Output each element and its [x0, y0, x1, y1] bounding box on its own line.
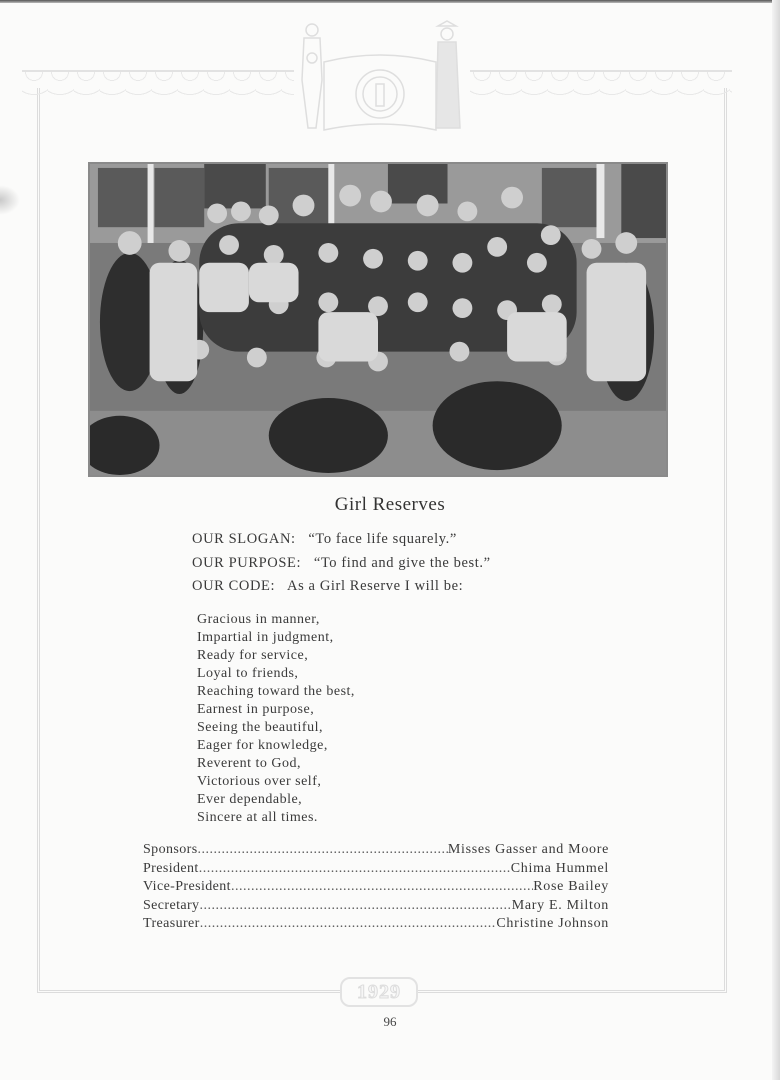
motto-text: As a Girl Reserve I will be:: [287, 578, 464, 594]
motto-label: OUR SLOGAN:: [192, 531, 296, 547]
graduate-figure-icon: [436, 21, 460, 128]
code-line: Victorious over self,: [197, 774, 322, 789]
motto-code: [192, 578, 491, 602]
header-crest-illustration: [290, 18, 470, 138]
code-list: [197, 611, 355, 827]
officer-role: Vice-President: [143, 879, 231, 894]
motto-text: “To find and give the best.”: [313, 554, 491, 571]
motto-label: OUR CODE:: [192, 578, 276, 594]
code-line: Eager for knowledge,: [197, 738, 328, 753]
athlete-figure-icon: [302, 24, 322, 128]
banner-seal-icon: [324, 55, 436, 130]
page-number: 96: [383, 1014, 397, 1029]
officer-name: Chima Hummel: [510, 860, 609, 876]
code-line: Ever dependable,: [197, 792, 303, 807]
officer-name: Christine Johnson: [496, 916, 609, 931]
officer-row-president: [143, 860, 609, 879]
code-line: Gracious in manner,: [197, 612, 320, 627]
officer-name: Mary E. Milton: [511, 897, 609, 913]
officer-name: Misses Gasser and Moore: [447, 842, 609, 857]
officer-name: Rose Bailey: [533, 879, 609, 894]
motto-purpose: [192, 555, 491, 579]
group-photo: [88, 162, 668, 477]
leader-dots: [199, 897, 511, 916]
code-line: Reaching toward the best,: [197, 684, 355, 699]
mottos-block: [192, 531, 491, 602]
officer-row-secretary: [143, 897, 609, 916]
leader-dots: [200, 915, 497, 934]
code-line: Earnest in purpose,: [197, 702, 315, 717]
officer-role: President: [143, 860, 199, 876]
leader-dots: [199, 860, 511, 879]
motto-text: “To face life squarely.”: [308, 531, 457, 547]
officer-row-sponsors: [143, 841, 609, 860]
officer-role: Secretary: [143, 897, 200, 913]
officer-row-vice-president: [143, 878, 609, 897]
leader-dots: [198, 841, 448, 860]
decorative-garland-right: [470, 70, 732, 98]
officer-row-treasurer: [143, 915, 609, 934]
code-line: Impartial in judgment,: [197, 630, 334, 645]
page-right-edge: [772, 0, 780, 1080]
group-photo-image: [90, 164, 666, 475]
motto-label: OUR PURPOSE:: [192, 554, 302, 571]
code-line: Sincere at all times.: [197, 810, 318, 825]
leader-dots: [231, 878, 533, 897]
code-line: Seeing the beautiful,: [197, 720, 323, 735]
code-line: Loyal to friends,: [197, 666, 299, 681]
page-title: Girl Reserves: [334, 494, 446, 515]
code-line: Reverent to God,: [197, 756, 302, 771]
officer-role: Treasurer: [143, 916, 200, 931]
officer-role: Sponsors: [143, 842, 198, 857]
decorative-garland-left: [22, 70, 294, 98]
officers-list: [143, 841, 609, 934]
year-badge: 1929: [340, 977, 418, 1007]
scan-smudge: [0, 185, 20, 215]
code-line: Ready for service,: [197, 648, 309, 663]
motto-slogan: [192, 531, 491, 555]
page-top-edge: [0, 0, 780, 3]
